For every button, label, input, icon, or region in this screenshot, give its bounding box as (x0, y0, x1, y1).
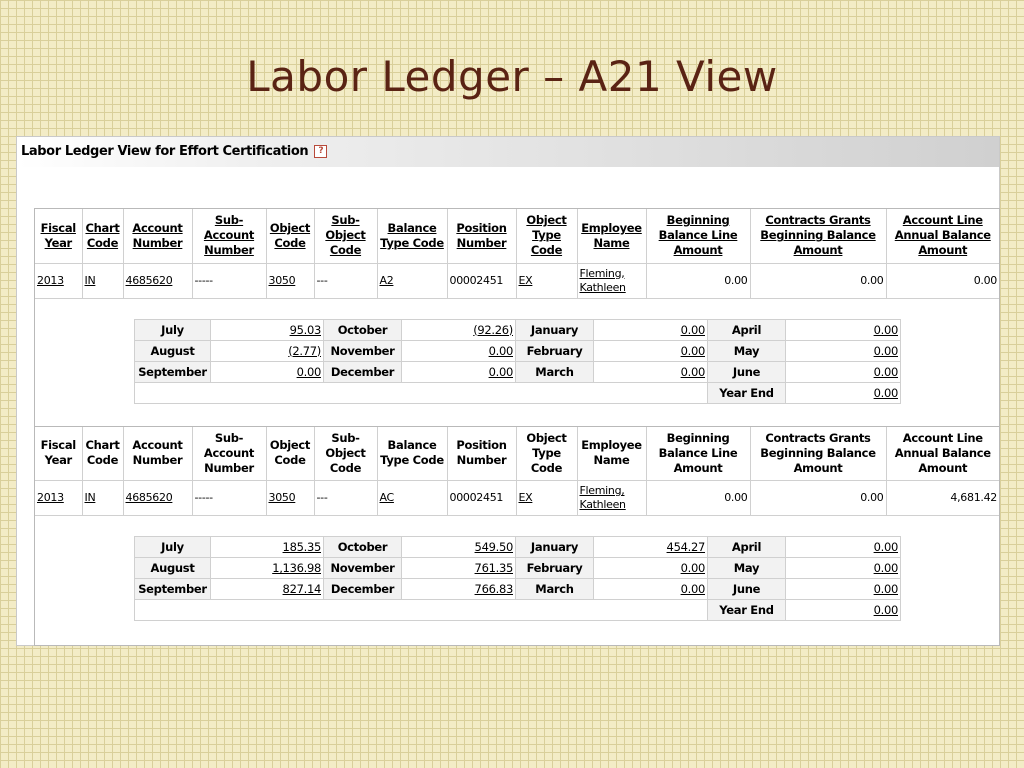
annual-balance-header: Account Line Annual Balance Amount (886, 427, 999, 481)
slide-title: Labor Ledger – A21 View (246, 52, 778, 101)
month-row (135, 319, 901, 340)
sub-object-code: --- (314, 263, 377, 298)
beginning-balance-header: Beginning Balance Line Amount (646, 427, 750, 481)
amount-september[interactable]: 0.00 (211, 361, 324, 382)
month-label-march: March (516, 361, 594, 382)
month-label-march: March (516, 579, 594, 600)
header-row (35, 209, 999, 263)
amount-august[interactable]: 1,136.98 (211, 558, 324, 579)
month-label-november: November (324, 340, 402, 361)
month-label-september: September (135, 579, 211, 600)
month-row (135, 340, 901, 361)
month-label-september: September (135, 361, 211, 382)
month-label-july: July (135, 319, 211, 340)
fiscal-year-link[interactable]: 2013 (35, 263, 82, 298)
account-number-header[interactable]: Account Number (123, 209, 192, 263)
employee-name-header[interactable]: Employee Name (577, 209, 646, 263)
month-label-december: December (324, 361, 402, 382)
monthly-amounts-area (35, 516, 999, 643)
object-code-header: Object Code (266, 427, 314, 481)
fiscal-year-header: Fiscal Year (35, 427, 82, 481)
amount-year-end[interactable]: 0.00 (786, 600, 901, 621)
fiscal-year-header[interactable]: Fiscal Year (35, 209, 82, 263)
sub-account-number-header: Sub-Account Number (192, 427, 266, 481)
panel-header (17, 137, 999, 167)
account-number-link[interactable]: 4685620 (123, 263, 192, 298)
annual-balance-amount: 4,681.42 (886, 481, 999, 516)
amount-march[interactable]: 0.00 (594, 579, 708, 600)
account-table (35, 209, 999, 299)
month-label-july: July (135, 537, 211, 558)
position-number: 00002451 (447, 481, 516, 516)
annual-balance-amount: 0.00 (886, 263, 999, 298)
contracts-grants-header: Contracts Grants Beginning Balance Amount (750, 427, 886, 481)
year-end-row (135, 382, 901, 403)
monthly-amounts-area (35, 299, 999, 427)
beginning-balance-header[interactable]: Beginning Balance Line Amount (646, 209, 750, 263)
amount-august[interactable]: (2.77) (211, 340, 324, 361)
object-type-code-header[interactable]: Object Type Code (516, 209, 577, 263)
employee-last-name: Fleming, (579, 484, 625, 497)
month-label-april: April (708, 537, 786, 558)
employee-first-name: Kathleen (579, 498, 626, 511)
monthly-amounts-table (134, 319, 901, 404)
month-label-february: February (516, 558, 594, 579)
ledger-container (34, 208, 1000, 646)
month-row (135, 579, 901, 600)
amount-april[interactable]: 0.00 (786, 319, 901, 340)
object-code-link[interactable]: 3050 (266, 263, 314, 298)
header-row (35, 427, 999, 481)
account-number-link[interactable]: 4685620 (123, 481, 192, 516)
year-end-spacer (135, 600, 708, 621)
amount-june[interactable]: 0.00 (786, 579, 901, 600)
balance-type-code-header[interactable]: Balance Type Code (377, 209, 447, 263)
amount-september[interactable]: 827.14 (211, 579, 324, 600)
balance-type-code-header: Balance Type Code (377, 427, 447, 481)
fiscal-year-link[interactable]: 2013 (35, 481, 82, 516)
position-number: 00002451 (447, 263, 516, 298)
month-label-year-end: Year End (708, 600, 786, 621)
balance-type-code-link[interactable]: AC (377, 481, 447, 516)
table-row (35, 263, 999, 298)
object-code-link[interactable]: 3050 (266, 481, 314, 516)
sub-object-code: --- (314, 481, 377, 516)
month-label-november: November (324, 558, 402, 579)
month-label-june: June (708, 361, 786, 382)
monthly-amounts-table (134, 536, 901, 621)
beginning-balance-amount: 0.00 (646, 263, 750, 298)
amount-june[interactable]: 0.00 (786, 361, 901, 382)
annual-balance-header[interactable]: Account Line Annual Balance Amount (886, 209, 999, 263)
amount-january[interactable]: 454.27 (594, 537, 708, 558)
contracts-grants-amount: 0.00 (750, 263, 886, 298)
account-table (35, 427, 999, 517)
month-row (135, 361, 901, 382)
month-label-year-end: Year End (708, 382, 786, 403)
amount-december[interactable]: 0.00 (402, 361, 516, 382)
month-label-august: August (135, 558, 211, 579)
sub-object-code-header: Sub-Object Code (314, 427, 377, 481)
chart-code-header: Chart Code (82, 427, 123, 481)
help-icon[interactable]: ? (314, 145, 327, 158)
account-number-header: Account Number (123, 427, 192, 481)
month-label-may: May (708, 340, 786, 361)
month-label-january: January (516, 537, 594, 558)
amount-january[interactable]: 0.00 (594, 319, 708, 340)
amount-may[interactable]: 0.00 (786, 558, 901, 579)
amount-october[interactable]: 549.50 (402, 537, 516, 558)
balance-type-code-link[interactable]: A2 (377, 263, 447, 298)
employee-name-header: Employee Name (577, 427, 646, 481)
month-label-may: May (708, 558, 786, 579)
amount-may[interactable]: 0.00 (786, 340, 901, 361)
contracts-grants-header[interactable]: Contracts Grants Beginning Balance Amount (750, 209, 886, 263)
object-type-code-header: Object Type Code (516, 427, 577, 481)
amount-april[interactable]: 0.00 (786, 537, 901, 558)
amount-november[interactable]: 761.35 (402, 558, 516, 579)
month-row (135, 537, 901, 558)
position-number-header: Position Number (447, 427, 516, 481)
month-label-august: August (135, 340, 211, 361)
object-code-header[interactable]: Object Code (266, 209, 314, 263)
panel-title: Labor Ledger View for Effort Certification (21, 144, 309, 159)
position-number-header[interactable]: Position Number (447, 209, 516, 263)
chart-code-link[interactable]: IN (82, 263, 123, 298)
month-row (135, 558, 901, 579)
sub-account-number-header[interactable]: Sub-Account Number (192, 209, 266, 263)
month-label-october: October (324, 319, 402, 340)
beginning-balance-amount: 0.00 (646, 481, 750, 516)
chart-code-link[interactable]: IN (82, 481, 123, 516)
amount-july[interactable]: 185.35 (211, 537, 324, 558)
year-end-row (135, 600, 901, 621)
month-label-december: December (324, 579, 402, 600)
amount-october[interactable]: (92.26) (402, 319, 516, 340)
sub-account-number: ----- (192, 481, 266, 516)
employee-first-name: Kathleen (579, 280, 626, 294)
month-label-january: January (516, 319, 594, 340)
amount-march[interactable]: 0.00 (594, 361, 708, 382)
chart-code-header[interactable]: Chart Code (82, 209, 123, 263)
amount-february[interactable]: 0.00 (594, 558, 708, 579)
amount-year-end[interactable]: 0.00 (786, 382, 901, 403)
month-label-october: October (324, 537, 402, 558)
amount-december[interactable]: 766.83 (402, 579, 516, 600)
month-label-april: April (708, 319, 786, 340)
employee-last-name: Fleming, (579, 266, 625, 280)
amount-february[interactable]: 0.00 (594, 340, 708, 361)
month-label-february: February (516, 340, 594, 361)
year-end-spacer (135, 382, 708, 403)
labor-ledger-panel (16, 136, 1000, 646)
contracts-grants-amount: 0.00 (750, 481, 886, 516)
amount-july[interactable]: 95.03 (211, 319, 324, 340)
employee-name-link[interactable] (577, 263, 646, 298)
object-type-code-link[interactable]: EX (516, 263, 577, 298)
object-type-code-link[interactable]: EX (516, 481, 577, 516)
month-label-june: June (708, 579, 786, 600)
sub-account-number: ----- (192, 263, 266, 298)
sub-object-code-header[interactable]: Sub-Object Code (314, 209, 377, 263)
employee-name-link[interactable] (577, 481, 646, 516)
table-row (35, 481, 999, 516)
amount-november[interactable]: 0.00 (402, 340, 516, 361)
